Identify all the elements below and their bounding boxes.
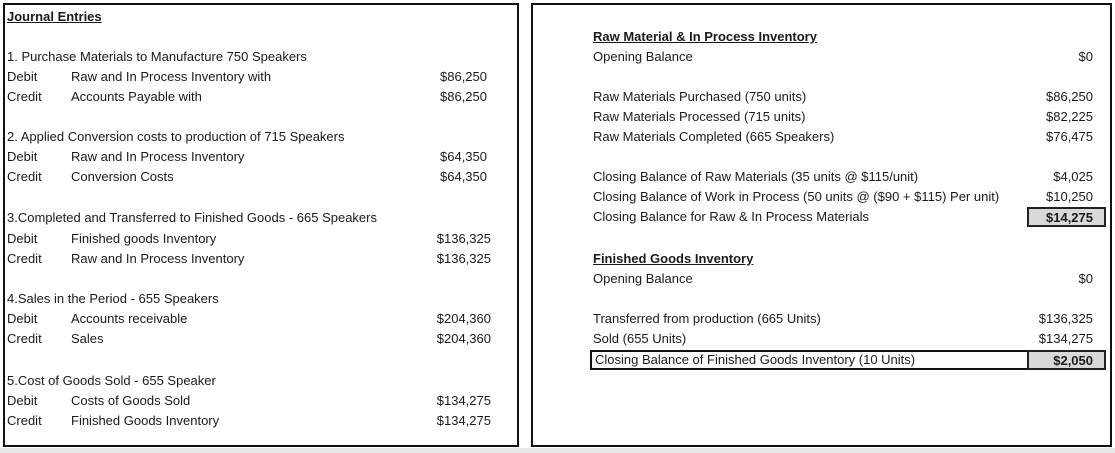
row-label: Closing Balance of Work in Process (50 units @ ($90 + $115) Per unit) bbox=[593, 189, 1000, 204]
journal-entries-panel bbox=[3, 3, 519, 447]
side-label: Debit bbox=[7, 69, 38, 84]
raw-purchased-row bbox=[533, 87, 1110, 107]
entry-heading: 4.Sales in the Period - 655 Speakers bbox=[7, 291, 219, 306]
finished-goods-title-row bbox=[533, 249, 1110, 269]
row-amount: $0 bbox=[1078, 271, 1093, 286]
row-label: Opening Balance bbox=[593, 49, 693, 64]
row-amount: $86,250 bbox=[1046, 89, 1093, 104]
account-name: Conversion Costs bbox=[71, 169, 174, 184]
row-label: Raw Materials Completed (665 Speakers) bbox=[593, 129, 835, 144]
account-name: Finished goods Inventory bbox=[71, 231, 217, 246]
entry-heading: 2. Applied Conversion costs to production of 715 Speakers bbox=[7, 129, 345, 144]
credit-row bbox=[5, 167, 517, 187]
row-label: Closing Balance of Finished Goods Inventory (10 Units) bbox=[595, 352, 916, 367]
row-amount: $10,250 bbox=[1046, 189, 1093, 204]
raw-completed-row bbox=[533, 127, 1110, 147]
closing-total-row bbox=[533, 207, 1110, 227]
fg-transferred-row bbox=[533, 309, 1110, 329]
amount: $136,325 bbox=[436, 231, 491, 246]
entry-heading-row bbox=[5, 47, 517, 67]
amount: $64,350 bbox=[440, 149, 487, 164]
row-label: Raw Materials Processed (715 units) bbox=[593, 109, 806, 124]
debit-row bbox=[5, 391, 517, 411]
fg-closing-row bbox=[533, 350, 1110, 370]
side-label: Credit bbox=[7, 413, 42, 428]
account-name: Raw and In Process Inventory bbox=[71, 149, 245, 164]
entry-heading: 3.Completed and Transferred to Finished Goods - 665 Speakers bbox=[7, 210, 377, 225]
closing-total-cell: $14,275 bbox=[1027, 207, 1106, 227]
raw-processed-row bbox=[533, 107, 1110, 127]
sheet-bottom-edge bbox=[0, 448, 1115, 453]
row-amount: $0 bbox=[1078, 49, 1093, 64]
row-amount: $82,225 bbox=[1046, 109, 1093, 124]
row-label: Raw Materials Purchased (750 units) bbox=[593, 89, 807, 104]
debit-row bbox=[5, 147, 517, 167]
row-amount: $4,025 bbox=[1053, 169, 1093, 184]
closing-wip-row bbox=[533, 187, 1110, 207]
credit-row bbox=[5, 329, 517, 349]
journal-title: Journal Entries bbox=[7, 9, 102, 24]
closing-raw-row bbox=[533, 167, 1110, 187]
raw-material-title-row bbox=[533, 27, 1110, 47]
side-label: Debit bbox=[7, 311, 38, 326]
row-label: Closing Balance for Raw & In Process Materials bbox=[593, 209, 870, 224]
amount: $134,275 bbox=[436, 393, 491, 408]
debit-row bbox=[5, 67, 517, 87]
side-label: Credit bbox=[7, 331, 42, 346]
inventory-panel bbox=[531, 3, 1112, 447]
raw-material-title: Raw Material & In Process Inventory bbox=[593, 29, 817, 44]
debit-row bbox=[5, 309, 517, 329]
account-name: Sales bbox=[71, 331, 104, 346]
account-name: Costs of Goods Sold bbox=[71, 393, 191, 408]
entry-heading-row bbox=[5, 127, 517, 147]
side-label: Debit bbox=[7, 149, 38, 164]
account-name: Finished Goods Inventory bbox=[71, 413, 220, 428]
row-label: Sold (655 Units) bbox=[593, 331, 687, 346]
amount: $136,325 bbox=[436, 251, 491, 266]
debit-row bbox=[5, 229, 517, 249]
side-label: Credit bbox=[7, 251, 42, 266]
finished-goods-title: Finished Goods Inventory bbox=[593, 251, 754, 266]
journal-title-row bbox=[5, 7, 517, 27]
credit-row bbox=[5, 249, 517, 269]
fg-closing-cell: $2,050 bbox=[1027, 350, 1106, 370]
row-label: Closing Balance of Raw Materials (35 units @ $115/unit) bbox=[593, 169, 919, 184]
side-label: Debit bbox=[7, 393, 38, 408]
fg-sold-row bbox=[533, 329, 1110, 349]
raw-opening-row bbox=[533, 47, 1110, 67]
entry-heading: 1. Purchase Materials to Manufacture 750 Speakers bbox=[7, 49, 307, 64]
entry-heading: 5.Cost of Goods Sold - 655 Speaker bbox=[7, 373, 216, 388]
side-label: Debit bbox=[7, 231, 38, 246]
entry-heading-row bbox=[5, 371, 517, 391]
amount: $86,250 bbox=[440, 89, 487, 104]
account-name: Raw and In Process Inventory with bbox=[71, 69, 272, 84]
amount: $64,350 bbox=[440, 169, 487, 184]
account-name: Accounts Payable with bbox=[71, 89, 202, 104]
row-amount: $76,475 bbox=[1046, 129, 1093, 144]
row-amount: $136,325 bbox=[1038, 311, 1093, 326]
entry-heading-row bbox=[5, 289, 517, 309]
credit-row bbox=[5, 411, 517, 431]
amount: $204,360 bbox=[436, 311, 491, 326]
amount: $134,275 bbox=[436, 413, 491, 428]
row-label: Transferred from production (665 Units) bbox=[593, 311, 821, 326]
side-label: Credit bbox=[7, 89, 42, 104]
credit-row bbox=[5, 87, 517, 107]
amount: $204,360 bbox=[436, 331, 491, 346]
row-amount: $134,275 bbox=[1038, 331, 1093, 346]
side-label: Credit bbox=[7, 169, 42, 184]
amount: $86,250 bbox=[440, 69, 487, 84]
row-label: Opening Balance bbox=[593, 271, 693, 286]
account-name: Raw and In Process Inventory bbox=[71, 251, 245, 266]
account-name: Accounts receivable bbox=[71, 311, 188, 326]
entry-heading-row bbox=[5, 208, 517, 228]
fg-opening-row bbox=[533, 269, 1110, 289]
